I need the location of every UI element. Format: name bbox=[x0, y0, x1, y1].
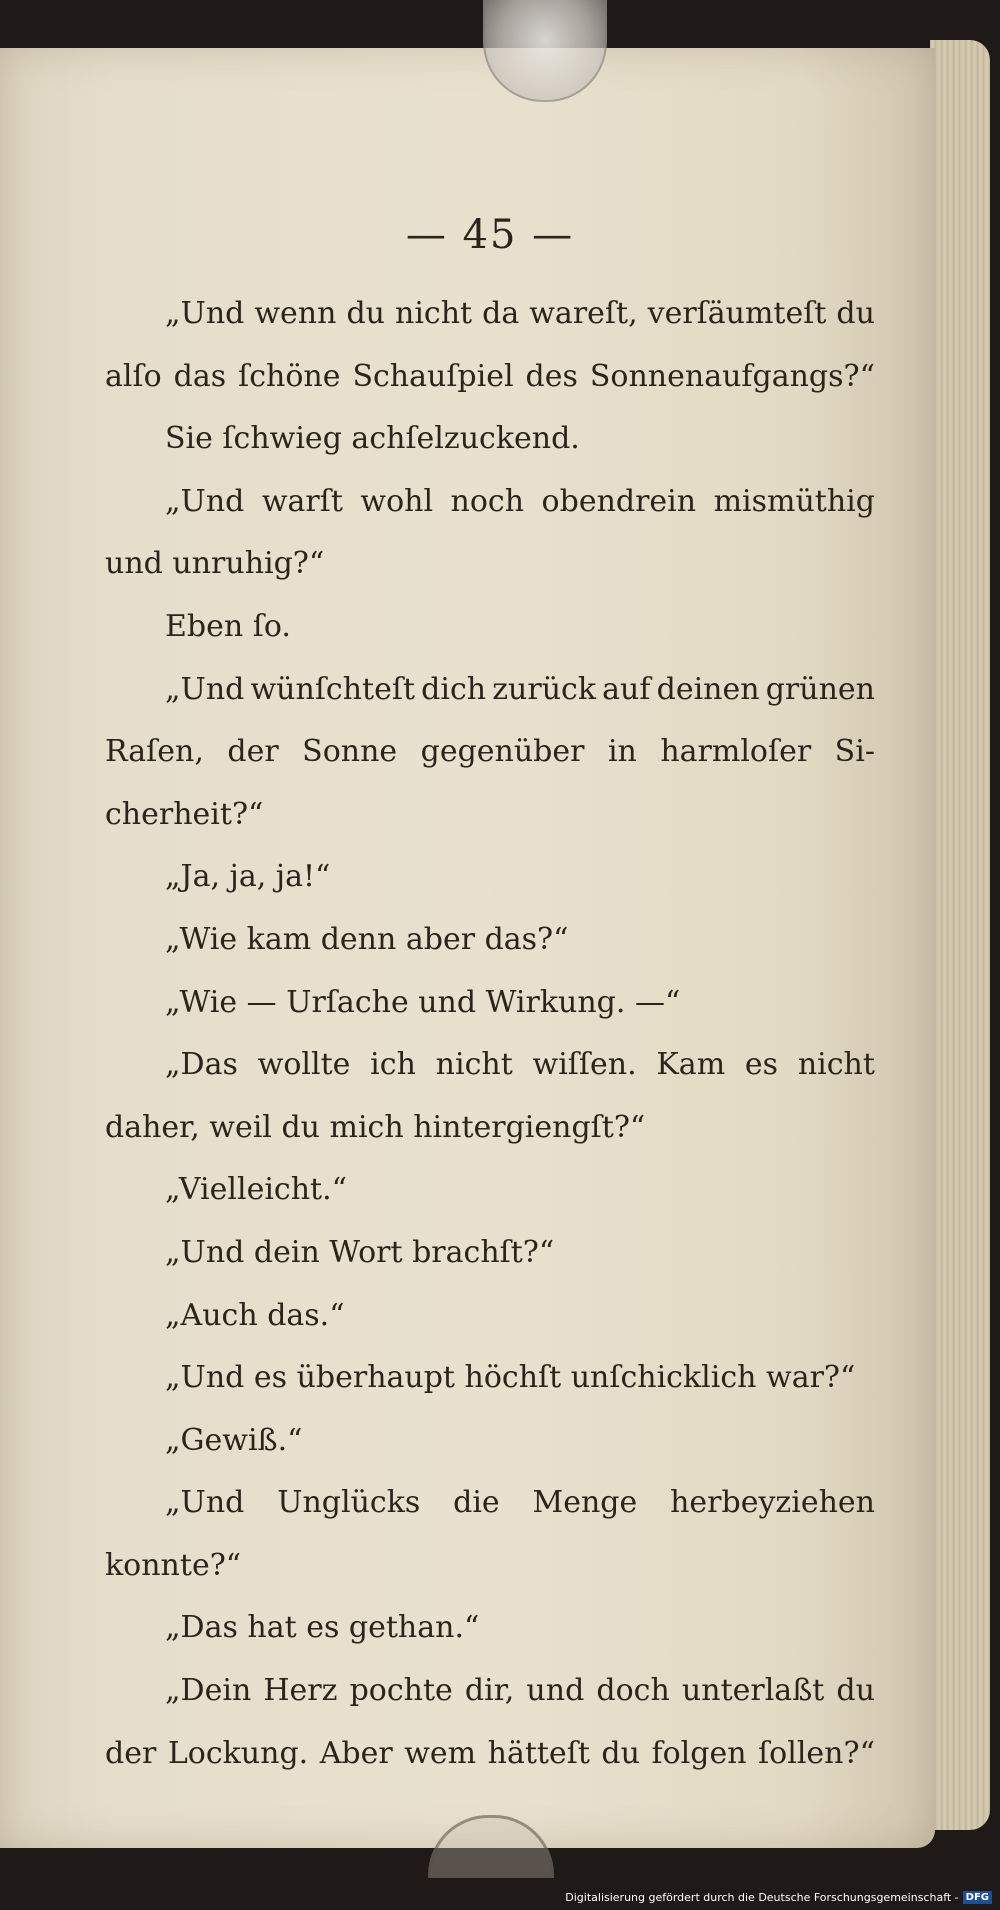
text-line: „Gewiß.“ bbox=[165, 1422, 303, 1458]
text-line: Eben ſo. bbox=[165, 608, 291, 644]
text-line: „Wie — Urſache und Wirkung. —“ bbox=[165, 984, 681, 1020]
text-line: daher, weil du mich hintergiengſt?“ bbox=[105, 1109, 646, 1145]
text-line: der Lockung. Aber wem hätteſt du folgen ſollen?“ bbox=[105, 1735, 875, 1771]
text-line: „Wie kam denn aber das?“ bbox=[165, 921, 569, 957]
text-line: „Das wollte ich nicht wiſſen. Kam es nicht bbox=[165, 1047, 875, 1083]
text-line: alſo das ſchöne Schauſpiel des Sonnenaufgangs?“ bbox=[105, 358, 875, 394]
text-line: „Und dein Wort brachſt?“ bbox=[165, 1234, 555, 1270]
credit-text: Digitalisierung gefördert durch die Deutsche Forschungsgemeinschaft - bbox=[565, 1891, 959, 1904]
page-text bbox=[105, 283, 875, 1785]
text-line: „Auch das.“ bbox=[165, 1297, 345, 1333]
dfg-logo: DFG bbox=[963, 1891, 992, 1904]
text-line: und unruhig?“ bbox=[105, 546, 325, 582]
text-line: „Vielleicht.“ bbox=[165, 1172, 347, 1208]
text-line: „Ja, ja, ja!“ bbox=[165, 859, 331, 895]
text-line: „Das hat es gethan.“ bbox=[165, 1610, 480, 1646]
text-line: „Und wenn du nicht da wareſt, verſäumteſt du bbox=[165, 296, 875, 331]
text-line: „Und warſt wohl noch obendrein mismüthig bbox=[165, 483, 875, 519]
text-line: konnte?“ bbox=[105, 1547, 242, 1583]
page-number: — 45 — bbox=[405, 212, 575, 258]
page-edge bbox=[930, 40, 990, 1830]
text-line: cherheit?“ bbox=[105, 796, 264, 832]
text-line: „Und wünſchteſt dich zurück auf deinen grünen bbox=[165, 671, 875, 707]
text-line: „Und es überhaupt höchſt unſchicklich war?“ bbox=[165, 1360, 856, 1396]
text-line: „Und Unglücks die Menge herbeyziehen bbox=[165, 1485, 875, 1521]
text-line: Raſen, der Sonne gegenüber in harmloſer Si- bbox=[105, 734, 875, 770]
text-line: Sie ſchwieg achſelzuckend. bbox=[165, 421, 580, 457]
digitization-credit bbox=[565, 1891, 992, 1904]
text-line: „Dein Herz pochte dir, und doch unterlaßt du bbox=[165, 1673, 875, 1709]
